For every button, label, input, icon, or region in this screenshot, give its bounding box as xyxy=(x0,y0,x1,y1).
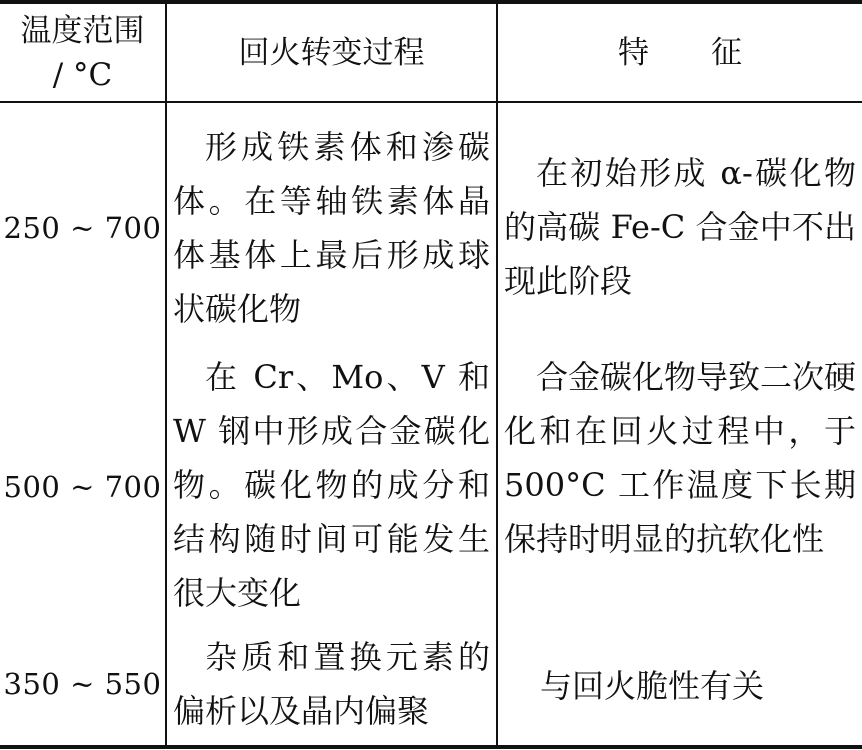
header-tempering-process xyxy=(167,4,496,101)
row-1-process: 形成铁素体和渗碳体。在等轴铁素体晶体基体上最后形成球状碳化物 xyxy=(173,128,490,328)
header-tempering-process-label: 回火转变过程 xyxy=(238,34,425,71)
row-2-process: 在 Cr、Mo、V 和 W 钢中形成合金碳化物。碳化物的成分和结构随时间可能发生很大变化 xyxy=(173,358,490,612)
header-temperature-range xyxy=(0,4,165,101)
row-1-temperature: 250 ~ 700 xyxy=(3,211,162,245)
row-3-temperature: 350 ~ 550 xyxy=(3,667,162,701)
row-2-feature: 合金碳化物导致二次硬化和在回火过程中，于 500°C 工作温度下长期保持时明显的抗软化性 xyxy=(504,358,857,558)
header-temperature-range-label: 温度范围 xyxy=(20,12,145,49)
row-3-process: 杂质和置换元素的偏析以及晶内偏聚 xyxy=(173,638,490,730)
header-feature-label: 特 征 xyxy=(618,34,742,71)
bottom-rule xyxy=(0,745,862,749)
header-rule xyxy=(0,101,862,103)
row-2-temperature: 500 ~ 700 xyxy=(3,470,162,504)
row-1-feature: 在初始形成 α-碳化物的高碳 Fe-C 合金中不出现此阶段 xyxy=(504,154,856,300)
header-temperature-unit: / °C xyxy=(52,56,113,93)
row-3-feature: 与回火脆性有关 xyxy=(540,667,765,705)
header-feature xyxy=(498,4,862,101)
